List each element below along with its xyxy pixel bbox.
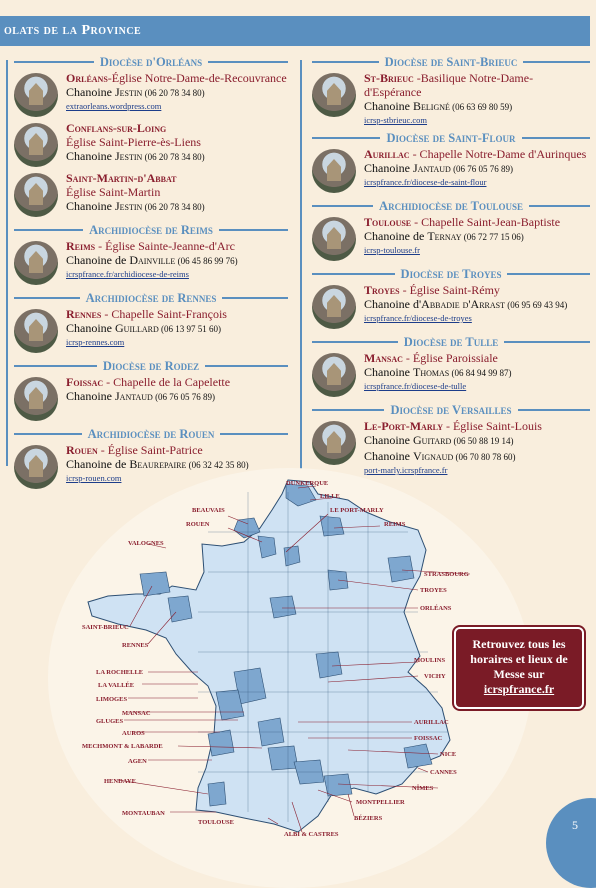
title-rule bbox=[312, 341, 398, 343]
church-photo bbox=[14, 173, 58, 217]
canon-line bbox=[364, 365, 590, 381]
canon-name: Vignaud bbox=[413, 449, 454, 463]
diocese-name: Diocèse de Rodez bbox=[102, 358, 200, 373]
map-label-beziers: BÉZIERS bbox=[354, 815, 383, 822]
website-link[interactable]: icrsp-rennes.com bbox=[66, 337, 125, 347]
title-rule bbox=[522, 137, 590, 139]
title-rule bbox=[14, 433, 82, 435]
map-label-orleans: ORLÉANS bbox=[420, 605, 452, 612]
title-rule bbox=[529, 205, 590, 207]
church-entry bbox=[14, 307, 288, 353]
church-name: Église Saint-Martin bbox=[66, 185, 161, 199]
city-name: Rouen bbox=[66, 443, 98, 457]
diocese-name: Diocèse de Saint-Flour bbox=[386, 130, 516, 145]
canon-line bbox=[66, 85, 288, 101]
entry-info bbox=[364, 71, 590, 125]
place-line bbox=[364, 419, 590, 433]
church-name: - Chapelle Saint-François bbox=[101, 307, 227, 321]
canon-prefix: Chanoine bbox=[364, 449, 413, 463]
phone-number: (06 50 88 19 14) bbox=[451, 436, 514, 446]
church-photo bbox=[14, 241, 58, 285]
place-line bbox=[364, 147, 590, 161]
map-label-aurillac: AURILLAC bbox=[414, 719, 449, 726]
church-photo bbox=[312, 421, 356, 465]
map-label-lille: LILLE bbox=[320, 493, 340, 500]
entry-info bbox=[66, 307, 288, 347]
church-photo bbox=[14, 377, 58, 421]
website-link[interactable]: extraorleans.wordpress.com bbox=[66, 101, 162, 111]
column-divider bbox=[300, 60, 302, 480]
church-name: -Église Notre-Dame-de-Recouvrance bbox=[107, 71, 287, 85]
diocese-title bbox=[14, 359, 288, 373]
church-entry bbox=[312, 283, 590, 329]
phone-number: (06 45 86 99 76) bbox=[175, 256, 238, 266]
website-link[interactable]: port-marly.icrspfrance.fr bbox=[364, 465, 448, 475]
entry-info bbox=[66, 121, 288, 165]
entry-info bbox=[364, 147, 590, 187]
title-rule bbox=[312, 273, 395, 275]
page-number: 5 bbox=[572, 818, 578, 832]
place-line bbox=[66, 443, 288, 457]
city-name: St-Brieuc bbox=[364, 71, 414, 85]
church-photo bbox=[14, 123, 58, 167]
map-label-le-port-marly: LE PORT-MARLY bbox=[330, 507, 384, 514]
diocese-title bbox=[312, 199, 590, 213]
place-line bbox=[364, 283, 590, 297]
title-rule bbox=[14, 61, 94, 63]
canon-name: Abbadie d'Arrast bbox=[421, 297, 505, 311]
entry-info bbox=[66, 239, 288, 279]
title-rule bbox=[312, 205, 373, 207]
france-outline bbox=[88, 480, 450, 832]
entry-info bbox=[364, 283, 590, 323]
map-label-troyes: TROYES bbox=[420, 587, 447, 594]
diocese-section bbox=[312, 403, 590, 475]
map-label-vichy: VICHY bbox=[424, 673, 446, 680]
title-rule bbox=[14, 229, 83, 231]
diocese-title bbox=[14, 223, 288, 237]
diocese-title bbox=[312, 55, 590, 69]
title-rule bbox=[208, 61, 288, 63]
diocese-title bbox=[312, 403, 590, 417]
canon-name: Dainville bbox=[129, 253, 176, 267]
map-label-mansac: MANSAC bbox=[122, 710, 151, 717]
map-label-montauban: MONTAUBAN bbox=[122, 810, 165, 817]
phone-number: (06 63 69 80 59) bbox=[449, 102, 513, 112]
canon-prefix: Chanoine bbox=[66, 149, 115, 163]
canon-line bbox=[364, 99, 590, 115]
page-number-badge bbox=[546, 798, 596, 888]
church-photo bbox=[312, 353, 356, 397]
diocese-name: Diocèse de Troyes bbox=[400, 266, 502, 281]
church-photo bbox=[312, 217, 356, 261]
canon-line bbox=[364, 433, 590, 449]
entry-info bbox=[364, 419, 590, 475]
promo-line-3: Messe sur bbox=[493, 667, 545, 681]
diocese-name: Archidiocèse de Rennes bbox=[85, 290, 217, 305]
place-line bbox=[66, 171, 288, 185]
place-line bbox=[364, 215, 590, 229]
left-column bbox=[14, 52, 288, 495]
promo-link[interactable]: icrspfrance.fr bbox=[483, 682, 555, 696]
church-name: - Église Saint-Louis bbox=[442, 419, 542, 433]
map-label-dunkerque: DUNKERQUE bbox=[286, 480, 329, 487]
canon-name: Ternay bbox=[427, 229, 462, 243]
church-entry bbox=[14, 375, 288, 421]
place-line bbox=[364, 71, 590, 99]
canon-line bbox=[66, 199, 288, 215]
phone-number: (06 95 69 43 94) bbox=[505, 300, 568, 310]
diocese-title bbox=[14, 55, 288, 69]
canon-name: Guillard bbox=[115, 321, 159, 335]
map-label-hendaye: HENDAYE bbox=[104, 778, 136, 785]
website-link[interactable]: icrsp-toulouse.fr bbox=[364, 245, 420, 255]
map-label-agen: AGEN bbox=[128, 758, 147, 765]
map-label-saint-brieuc: SAINT-BRIEUC bbox=[82, 624, 129, 631]
place-line bbox=[364, 351, 590, 365]
church-entry bbox=[312, 419, 590, 475]
map-label-montpellier: MONTPELLIER bbox=[356, 799, 405, 806]
church-name: Église Saint-Pierre-ès-Liens bbox=[66, 135, 201, 149]
canon-name: Guitard bbox=[413, 433, 452, 447]
canon-prefix: Chanoine de bbox=[66, 457, 130, 471]
diocese-section bbox=[312, 199, 590, 261]
map-label-toulouse: TOULOUSE bbox=[198, 819, 235, 826]
diocese-section bbox=[312, 131, 590, 193]
title-rule bbox=[523, 61, 590, 63]
church-photo bbox=[312, 285, 356, 329]
church-photo bbox=[312, 149, 356, 193]
canon-name: Jestin bbox=[115, 85, 143, 99]
church-entry bbox=[312, 71, 590, 125]
phone-number: (06 84 94 99 87) bbox=[449, 368, 512, 378]
diocese-section bbox=[312, 55, 590, 125]
church-entry bbox=[14, 171, 288, 217]
title-rule bbox=[312, 137, 380, 139]
map-label-gluges: GLUGES bbox=[96, 718, 124, 725]
map-label-beauvais: BEAUVAIS bbox=[192, 507, 225, 514]
title-rule bbox=[14, 365, 97, 367]
canon-line bbox=[66, 321, 288, 337]
canon-line bbox=[66, 389, 288, 405]
church-photo bbox=[312, 73, 356, 117]
canon-prefix: Chanoine bbox=[66, 389, 115, 403]
map-label-albi-castres: ALBI & CASTRES bbox=[284, 831, 339, 838]
canon-prefix: Chanoine bbox=[364, 365, 413, 379]
phone-number: (06 13 97 51 60) bbox=[158, 324, 222, 334]
city-name: Toulouse bbox=[364, 215, 412, 229]
canon-line bbox=[364, 297, 590, 313]
church-name: - Chapelle de la Capelette bbox=[103, 375, 231, 389]
canon-line bbox=[364, 161, 590, 177]
church-name: - Église Saint-Patrice bbox=[97, 443, 203, 457]
title-rule bbox=[312, 61, 379, 63]
canon-prefix: Chanoine de bbox=[364, 229, 428, 243]
city-name: Foissac bbox=[66, 375, 104, 389]
map-label-moulins: MOULINS bbox=[414, 657, 446, 664]
map-label-limoges: LIMOGES bbox=[96, 696, 128, 703]
canon-name: Beaurepaire bbox=[129, 457, 187, 471]
canon-name: Beligné bbox=[413, 99, 450, 113]
canon-line bbox=[66, 149, 288, 165]
church-entry bbox=[312, 215, 590, 261]
place-line bbox=[66, 121, 288, 135]
entry-info bbox=[66, 375, 288, 405]
website-link[interactable]: icrsp-rouen.com bbox=[66, 473, 122, 483]
phone-number: (06 76 05 76 89) bbox=[450, 164, 514, 174]
canon-prefix: Chanoine bbox=[66, 199, 115, 213]
church-name: - Église Sainte-Jeanne-d'Arc bbox=[95, 239, 235, 253]
diocese-section bbox=[14, 55, 288, 217]
diocese-section bbox=[14, 291, 288, 353]
city-name: Rennes bbox=[66, 307, 102, 321]
map-label-auros: AUROS bbox=[122, 730, 145, 737]
church-entry bbox=[14, 121, 288, 167]
promo-line-2: horaires et lieux de bbox=[470, 652, 568, 666]
map-label-valognes: VALOGNES bbox=[128, 540, 164, 547]
church-name: - Chapelle Saint-Jean-Baptiste bbox=[411, 215, 561, 229]
canon-prefix: Chanoine bbox=[66, 321, 115, 335]
canon-name: Jantaud bbox=[413, 161, 451, 175]
city-name: Aurillac bbox=[364, 147, 410, 161]
map-label-la-vallee: LA VALLÉE bbox=[98, 682, 135, 689]
title-rule bbox=[222, 297, 288, 299]
church-name: - Église Saint-Rémy bbox=[399, 283, 500, 297]
diocese-name: Diocèse de Saint-Brieuc bbox=[384, 54, 518, 69]
diocese-title bbox=[14, 427, 288, 441]
phone-number: (06 32 42 35 80) bbox=[186, 460, 249, 470]
church-name: -Basilique Notre-Dame-d'Espérance bbox=[364, 71, 534, 99]
title-rule bbox=[219, 229, 288, 231]
church-entry bbox=[14, 239, 288, 285]
map-label-nice: NICE bbox=[440, 751, 457, 758]
diocese-name: Archidiocèse de Reims bbox=[89, 222, 213, 237]
title-rule bbox=[205, 365, 288, 367]
diocese-name: Diocèse de Tulle bbox=[403, 334, 499, 349]
title-rule bbox=[504, 341, 590, 343]
entry-info bbox=[364, 215, 590, 255]
title-rule bbox=[220, 433, 288, 435]
website-link[interactable]: icrsp-stbrieuc.com bbox=[364, 115, 428, 125]
phone-number: (06 76 05 76 89) bbox=[152, 392, 216, 402]
right-column bbox=[312, 52, 590, 481]
city-name: Troyes bbox=[364, 283, 400, 297]
title-rule bbox=[507, 273, 590, 275]
canon-prefix: Chanoine bbox=[364, 99, 413, 113]
phone-number: (06 20 78 34 80) bbox=[142, 88, 205, 98]
diocese-name: Archidiocèse de Rouen bbox=[87, 426, 215, 441]
canon-prefix: Chanoine d' bbox=[364, 297, 422, 311]
church-entry bbox=[14, 71, 288, 117]
church-name: - Église Paroissiale bbox=[402, 351, 498, 365]
diocese-title bbox=[312, 335, 590, 349]
canon-prefix: Chanoine bbox=[364, 433, 413, 447]
title-rule bbox=[518, 409, 590, 411]
canon-prefix: Chanoine bbox=[66, 85, 115, 99]
phone-number: (06 20 78 34 80) bbox=[142, 202, 205, 212]
phone-number: (06 20 78 34 80) bbox=[142, 152, 205, 162]
website-link[interactable]: icrspfrance.fr/diocese-de-troyes bbox=[364, 313, 472, 323]
canon-prefix: Chanoine bbox=[364, 161, 413, 175]
website-link[interactable]: icrspfrance.fr/diocese-de-tulle bbox=[364, 381, 467, 391]
canon-name: Jestin bbox=[115, 149, 143, 163]
canon-name: Jantaud bbox=[115, 389, 153, 403]
diocese-title bbox=[312, 267, 590, 281]
diocese-section bbox=[312, 267, 590, 329]
place-line bbox=[66, 307, 288, 321]
website-link[interactable]: icrspfrance.fr/archidiocese-de-reims bbox=[66, 269, 189, 279]
column-divider bbox=[6, 60, 8, 466]
diocese-name: Archidiocèse de Toulouse bbox=[379, 198, 523, 213]
promo-box bbox=[454, 627, 584, 709]
city-name: Le-Port-Marly bbox=[364, 419, 443, 433]
church-entry bbox=[312, 351, 590, 397]
website-link[interactable]: icrspfrance.fr/diocese-de-saint-flour bbox=[364, 177, 487, 187]
map-label-rennes: RENNES bbox=[122, 642, 149, 649]
phone-number: (06 72 77 15 06) bbox=[461, 232, 524, 242]
entry-info bbox=[66, 71, 288, 111]
title-rule bbox=[312, 409, 384, 411]
canon-name: Thomas bbox=[413, 365, 450, 379]
canon-line bbox=[66, 253, 288, 269]
map-label-nimes: NÎMES bbox=[412, 785, 434, 792]
section-header: olats de la Province bbox=[0, 16, 590, 46]
place-line bbox=[66, 71, 288, 85]
church-photo bbox=[14, 73, 58, 117]
entry-info bbox=[364, 351, 590, 391]
diocese-section bbox=[14, 359, 288, 421]
city-name: Reims bbox=[66, 239, 96, 253]
diocese-section bbox=[14, 223, 288, 285]
diocese-name: Diocèse de Versailles bbox=[390, 402, 512, 417]
map-label-foissac: FOISSAC bbox=[414, 735, 443, 742]
map-label-mechmont-labarde: MECHMONT & LABARDE bbox=[82, 743, 163, 750]
canon-line bbox=[364, 229, 590, 245]
map-label-reims: REIMS bbox=[384, 521, 406, 528]
promo-line-1: Retrouvez tous les bbox=[472, 637, 566, 651]
place-line bbox=[66, 375, 288, 389]
canon-prefix: Chanoine de bbox=[66, 253, 130, 267]
entry-info bbox=[66, 171, 288, 215]
diocese-title bbox=[312, 131, 590, 145]
diocese-title bbox=[14, 291, 288, 305]
church-entry bbox=[312, 147, 590, 193]
canon-name: Jestin bbox=[115, 199, 143, 213]
diocese-name: Diocèse d'Orléans bbox=[99, 54, 203, 69]
map-label-strasbourg: STRASBOURG bbox=[424, 571, 469, 578]
city-name: Orléans bbox=[66, 71, 108, 85]
canon-line bbox=[364, 449, 590, 465]
phone-number: (06 70 80 78 60) bbox=[453, 452, 516, 462]
city-name: Saint-Martin-d'Abbat bbox=[66, 171, 177, 185]
map-label-cannes: CANNES bbox=[430, 769, 457, 776]
church-photo bbox=[14, 309, 58, 353]
diocese-section bbox=[312, 335, 590, 397]
city-name: Mansac bbox=[364, 351, 403, 365]
map-label-la-rochelle: LA ROCHELLE bbox=[96, 669, 144, 676]
map-label-rouen: ROUEN bbox=[186, 521, 210, 528]
city-name: Conflans-sur-Loing bbox=[66, 121, 167, 135]
church-name: - Chapelle Notre-Dame d'Aurinques bbox=[409, 147, 587, 161]
place-line bbox=[66, 239, 288, 253]
title-rule bbox=[14, 297, 80, 299]
